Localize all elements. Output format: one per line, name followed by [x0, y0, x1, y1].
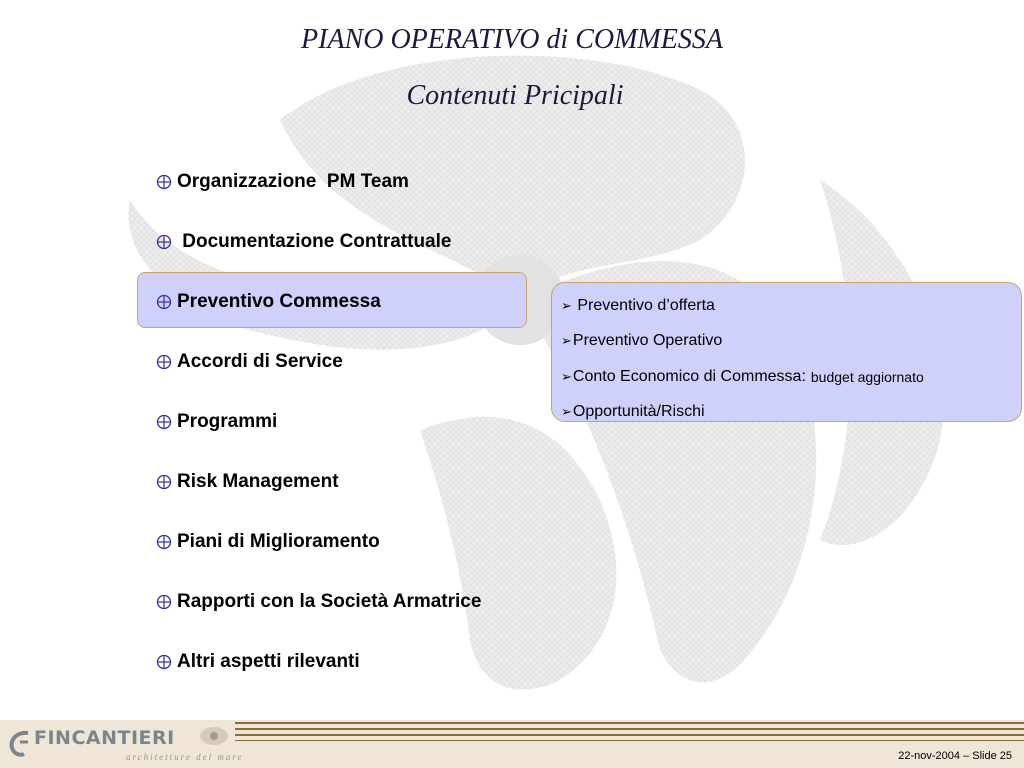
agenda-item-altri-aspetti: [156, 647, 360, 677]
slide-title: PIANO OPERATIVO di COMMESSA: [301, 24, 723, 55]
agenda-item-label: Accordi di Service: [177, 351, 343, 372]
agenda-item-label: Programmi: [177, 411, 278, 432]
preventivo-detail-box: [551, 282, 1022, 422]
sub-item: [552, 288, 1021, 324]
globe-bullet-icon: [156, 534, 172, 550]
globe-bullet-icon: [156, 234, 172, 250]
agenda-item-documentazione: [156, 227, 451, 257]
fincantieri-logo-icon: [8, 730, 32, 758]
globe-bullet-icon: [156, 174, 172, 190]
agenda-item-preventivo-commessa: [156, 287, 381, 317]
fincantieri-logo-text: FINCANTIERI: [34, 727, 175, 749]
agenda-item-label: Organizzazione PM Team: [177, 171, 409, 192]
agenda-item-label: Documentazione Contrattuale: [177, 231, 452, 252]
arrow-bullet-icon: ➢: [561, 404, 572, 420]
arrow-bullet-icon: ➢: [561, 333, 572, 349]
agenda-item-organizzazione: [156, 167, 409, 197]
agenda-item-risk-management: [156, 467, 339, 497]
sub-item-label: Conto Economico di Commessa:: [572, 367, 806, 385]
sub-item: [552, 395, 1021, 431]
agenda-item-label: Preventivo Commessa: [177, 291, 381, 312]
propeller-emblem-icon: [196, 724, 232, 748]
agenda-item-label: Rapporti con la Società Armatrice: [177, 591, 482, 612]
agenda-item-label: Piani di Miglioramento: [177, 531, 380, 552]
agenda-item-rapporti: [156, 587, 481, 617]
globe-bullet-icon: [156, 414, 172, 430]
footer-line: [235, 728, 1024, 730]
sub-item-label: Preventivo Operativo: [572, 332, 723, 350]
logo-tagline: architetture del mare: [126, 752, 244, 762]
sub-item-label: Preventivo d’offerta: [572, 296, 715, 314]
globe-bullet-icon: [156, 594, 172, 610]
footer-line: [235, 734, 1024, 736]
sub-item: [552, 359, 1021, 395]
agenda-item-piani: [156, 527, 380, 557]
arrow-bullet-icon: ➢: [561, 368, 572, 384]
globe-bullet-icon: [156, 474, 172, 490]
sub-item-note: budget aggiornato: [810, 368, 924, 385]
agenda-item-programmi: [156, 407, 277, 437]
agenda-item-label: Risk Management: [177, 471, 339, 492]
arrow-bullet-icon: ➢: [561, 297, 572, 313]
agenda-item-label: Altri aspetti rilevanti: [177, 651, 360, 672]
slide-date-number: 22-nov-2004 – Slide 25: [898, 750, 1012, 762]
agenda-item-accordi: [156, 347, 343, 377]
sub-item: [552, 324, 1021, 360]
sub-item-label: Opportunità/Rischi: [572, 403, 705, 421]
globe-bullet-icon: [156, 294, 172, 310]
globe-bullet-icon: [156, 654, 172, 670]
footer-line: [235, 740, 1024, 741]
slide-subtitle: Contenuti Pricipali: [406, 80, 624, 111]
globe-bullet-icon: [156, 354, 172, 370]
